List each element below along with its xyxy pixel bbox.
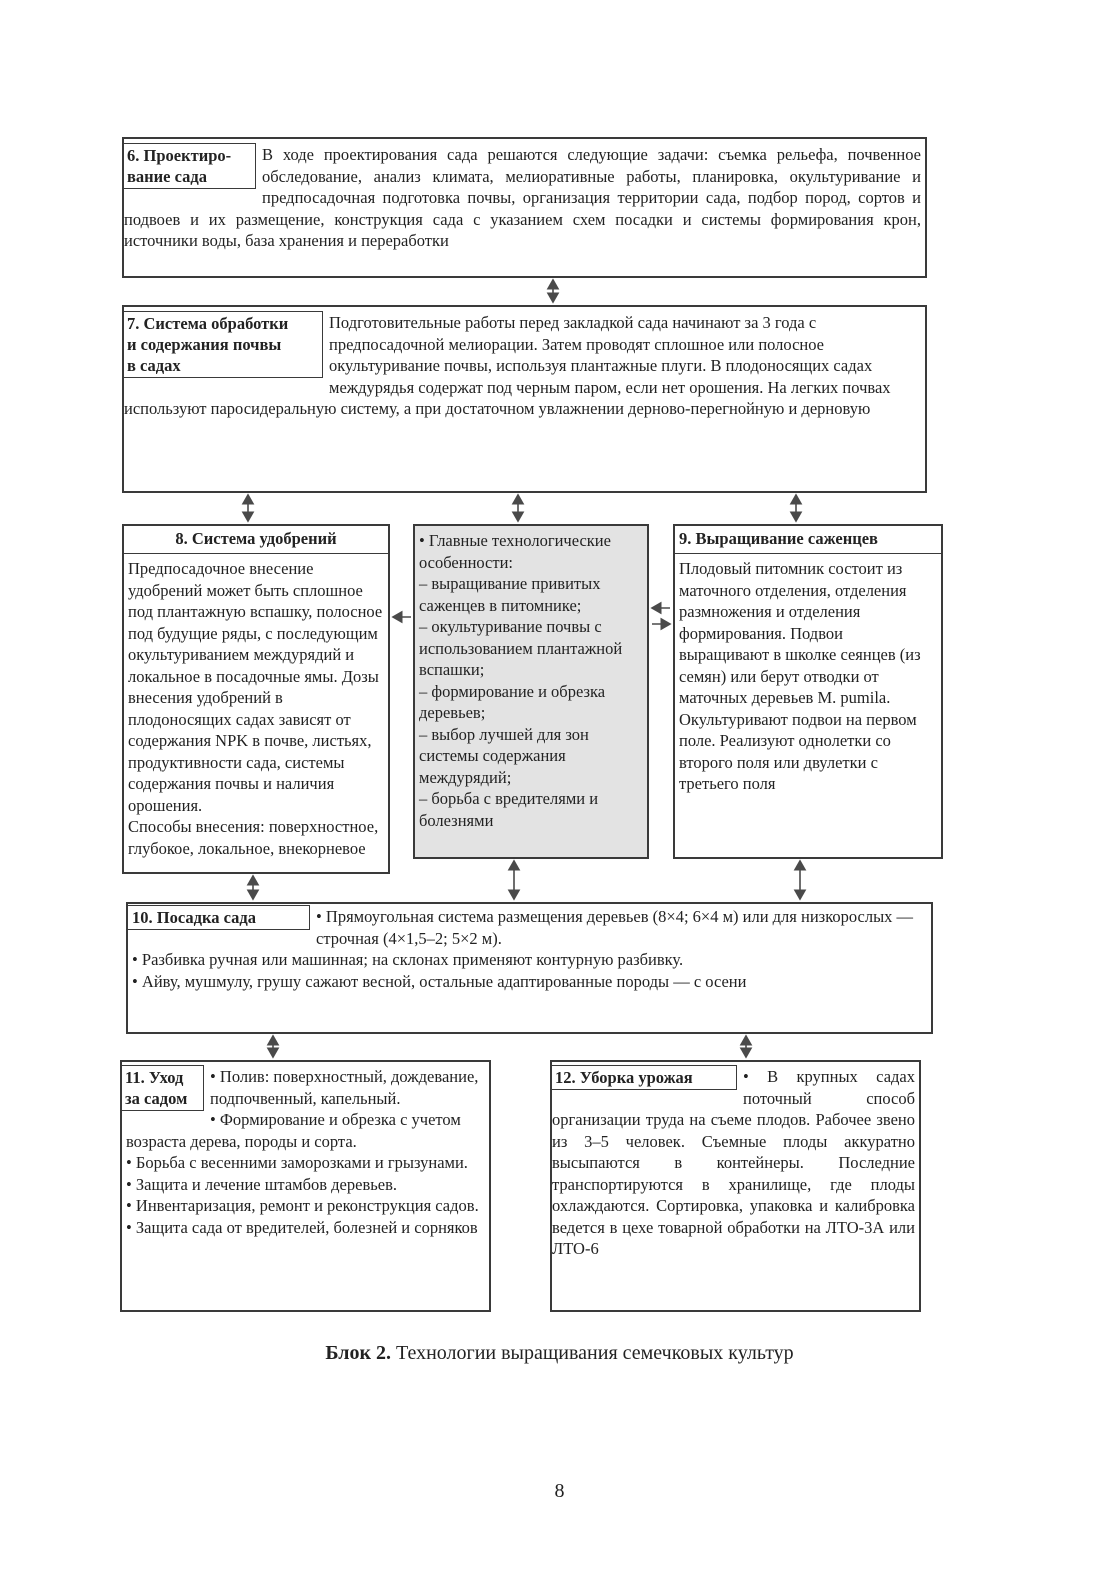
box-11-item: • Формирование и обрезка с учетом возраста дерева, породы и сорта. — [126, 1110, 461, 1151]
box-7-title: 7. Система обработки и содержания почвы в садах — [123, 311, 323, 378]
figure-caption — [0, 1342, 1119, 1365]
box-10-item: • Разбивка ручная или машинная; на склонах применяют контурную разбивку. — [132, 950, 684, 969]
caption-label: Блок 2. — [325, 1342, 392, 1364]
box-11-item: • Инвентаризация, ремонт и реконструкция садов. — [126, 1196, 479, 1215]
center-heading: • Главные технологические особенности: — [419, 531, 611, 572]
center-item: – выбор лучшей для зон системы содержания междурядий; — [419, 724, 589, 787]
center-item: – окультуривание почвы с использованием плантажной вспашки; — [419, 617, 623, 679]
page-number: 8 — [554, 1480, 565, 1502]
box-11-title: 11. Уход за садом — [121, 1065, 204, 1111]
box-11-item: • Защита и лечение штамбов деревьев. — [126, 1174, 398, 1194]
caption-text: Технологии выращивания семечковых культур — [391, 1342, 794, 1364]
box-11-item: • Борьба с весенними заморозками и грызунами. — [126, 1153, 468, 1172]
center-item: – выращивание привитых саженцев в питомнике; — [419, 574, 601, 615]
box-10-title: 10. Посадка сада — [127, 905, 310, 930]
box-10-item: • Прямоугольная система размещения деревьев (8×4; 6×4 м) или для низкорослых — строчная (4×1,5–2; 5×2 м). — [316, 907, 914, 948]
box-6-title: 6. Проектиро- вание сада — [123, 143, 256, 189]
box-8-title: 8. Система удобрений — [124, 526, 388, 554]
box-11-item: • Полив: поверхностный, дождевание, подпочвенный, капельный. — [210, 1067, 479, 1108]
box-12-title: 12. Уборка урожая — [551, 1065, 737, 1090]
box-7-text: Подготовительные работы перед закладкой сада начинают за 3 года с предпосадочной мелиорации. Затем проводят сплошное или полосное окультуривание почвы, используя плантажные плуги. В плодоносящих садах междурядья содержат под черным паром, если нет орошения. На легких почвах используют паросидеральную систему, а при достаточном увлажнении дерново-перегнойную и дерновую — [124, 313, 891, 418]
box-9-title: 9. Выращивание саженцев — [675, 526, 941, 554]
center-item: – борьба с вредителями и болезнями — [419, 789, 599, 830]
box-10-item: • Айву, мушмулу, грушу сажают весной, остальные адаптированные породы — с осени — [132, 971, 747, 991]
box-11-item: • Защита сада от вредителей, болезней и сорняков — [126, 1217, 478, 1237]
center-item: – формирование и обрезка деревьев; — [419, 681, 606, 722]
box-6-text: В ходе проектирования сада решаются следующие задачи: съемка рельефа, почвенное обследование, анализ климата, мелиоративные работы, планировка, окультуривание и предпосадочная подготовка почвы, организация территории сада, подбор пород, сортов и подвоев и их размещение, конструкция сада с указанием схем посадки и системы формирования крон, источники воды, база хранения и переработки — [124, 145, 921, 250]
box-8-methods: Способы внесения: поверхностное, глубокое, локальное, внекорневое — [128, 817, 379, 858]
box-8-text: Предпосадочное внесение удобрений может быть сплошное под плантажную вспашку, полосное под будущие ряды, с последующим окультуриванием междурядий и локальное в посадочные ямы. Дозы внесения удобрений в плодоносящих садах зависят от содержания NPK в почве, листьях, продуктивности сада, системы содержания почвы и наличия орошения. — [128, 559, 383, 815]
box-12-text: • В крупных садах поточный способ организации труда на съеме плодов. Рабочее звено из 3–5 человек. Съемные плоды аккуратно высыпаются в контейнеры. Последние транспортируются в хранилище, где плоды охлаждаются. Сортировка, упаковка и калибровка ведется в цехе товарной обработки на ЛТО-3А или ЛТО-6 — [552, 1067, 915, 1258]
box-9-text: Плодовый питомник состоит из маточного отделения, отделения размножения и отделения формирования. Подвои выращивают в школке сеянцев (из семян) или берут отводки от маточных деревьев M. pumila. Окультуривают подвои на первом поле. Реализуют однолетки со второго поля или двулетки с третьего поля — [679, 559, 921, 793]
